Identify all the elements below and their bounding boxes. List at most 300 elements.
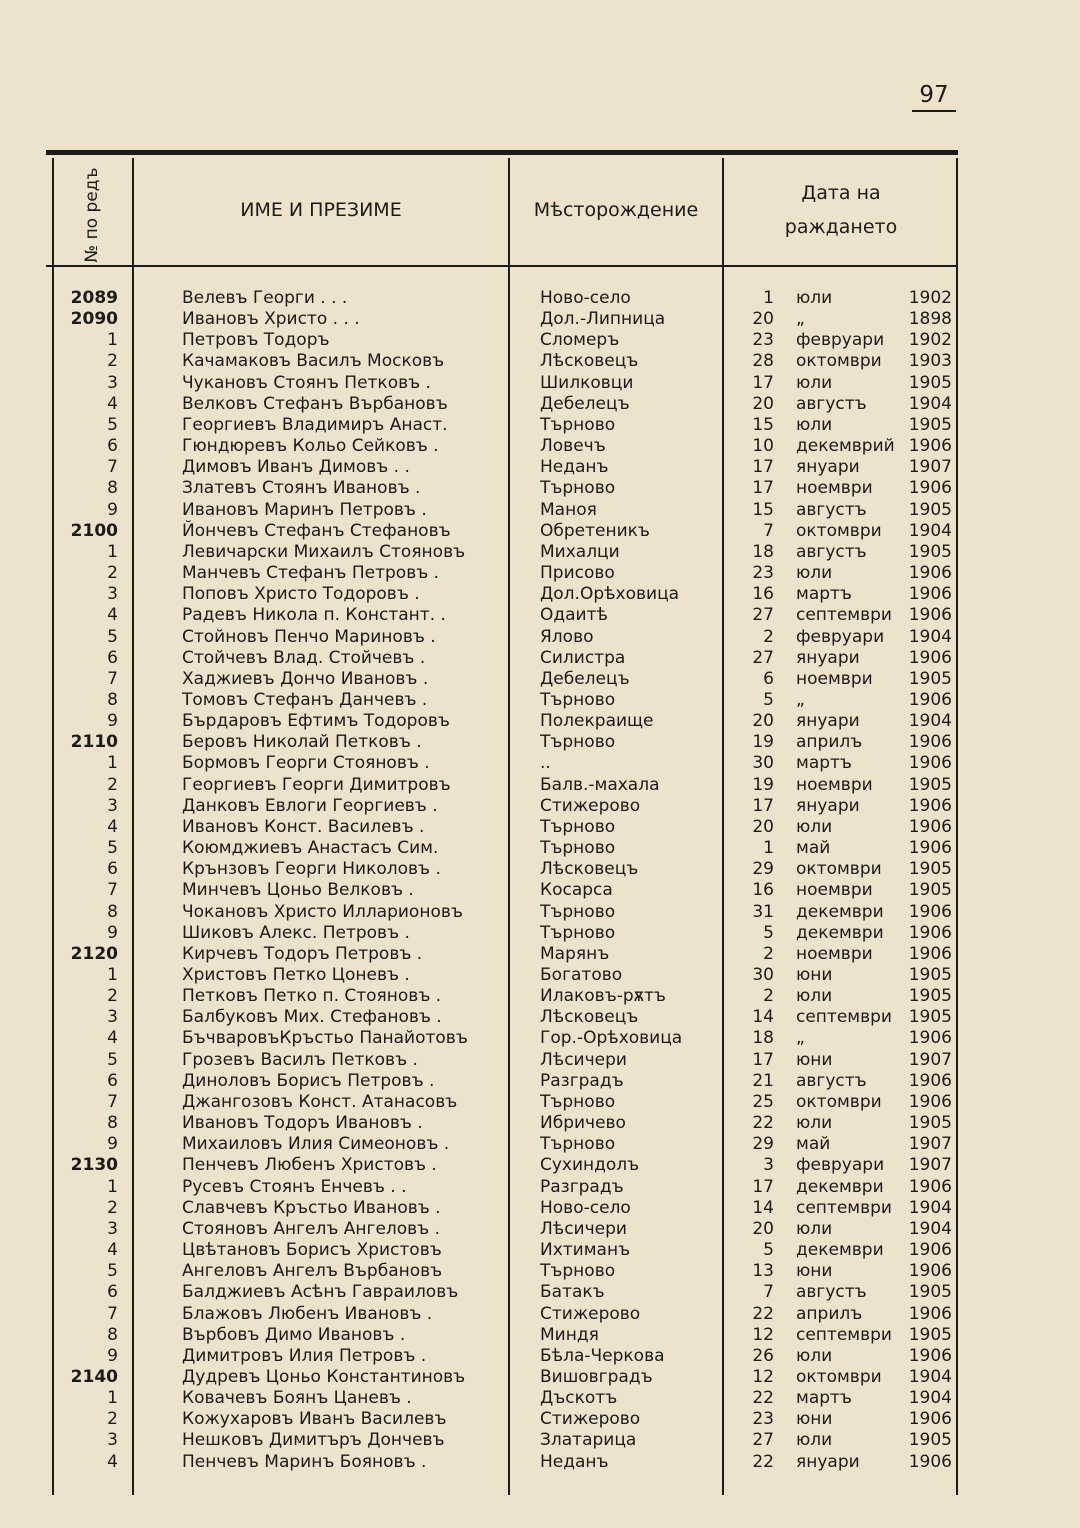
birth-month: януари (796, 711, 860, 732)
person-name: Русевъ Стоянъ Енчевъ . . (182, 1176, 407, 1197)
table-row (46, 838, 958, 859)
row-number: 1 (107, 965, 118, 985)
row-number: 1 (107, 753, 118, 774)
person-name: Грозевъ Василъ Петковъ . (182, 1049, 418, 1070)
person-name: Стойновъ Пенчо Мариновъ . (182, 626, 436, 647)
table-row (46, 1198, 958, 1219)
person-name: Ивановъ Конст. Василевъ . (182, 816, 425, 837)
row-number: 2090 (70, 309, 118, 330)
birth-month: януари (796, 1451, 860, 1472)
table-row (46, 1240, 958, 1261)
person-name: Томовъ Стефанъ Данчевъ . (182, 689, 428, 710)
row-number: 2089 (70, 288, 118, 308)
person-name: Пенчевъ Маринъ Бояновъ . (182, 1451, 427, 1472)
birthplace: Търново (540, 732, 616, 753)
birth-year: 1905 (908, 499, 952, 520)
birth-day: 17 (752, 372, 774, 393)
person-name: Минчевъ Цоньо Велковъ . (182, 880, 414, 901)
person-name: Стояновъ Ангелъ Ангеловъ . (182, 1218, 441, 1239)
person-name: Блажовъ Любенъ Ивановъ . (182, 1303, 433, 1324)
row-number: 6 (107, 1070, 118, 1091)
birth-month: октомври (796, 1091, 882, 1112)
row-number: 5 (107, 1261, 118, 1282)
row-number: 7 (107, 1091, 118, 1112)
row-number: 1 (107, 541, 118, 562)
birth-day: 22 (752, 1388, 774, 1409)
person-name: Йончевъ Стефанъ Стефановъ (182, 520, 451, 541)
birth-day: 16 (752, 880, 774, 901)
row-number: 3 (107, 1430, 118, 1451)
birth-month: юни (796, 965, 833, 985)
row-number: 2 (107, 986, 118, 1007)
header-number-label: № по редъ (82, 167, 102, 263)
birth-day: 10 (752, 436, 774, 457)
birthplace: Марянъ (540, 943, 610, 964)
birthplace: Лѣсичери (540, 1049, 627, 1070)
birth-month: ноември (796, 668, 873, 689)
table-row (46, 1177, 958, 1198)
table-row (46, 1134, 958, 1155)
page-number: 97 (912, 82, 956, 112)
person-name: Хаджиевъ Дончо Ивановъ . (182, 668, 429, 689)
row-number: 2110 (70, 732, 118, 753)
birth-day: 12 (752, 1366, 774, 1387)
birth-day: 27 (752, 605, 774, 626)
birth-day: 30 (752, 753, 774, 774)
table-row (46, 923, 958, 944)
person-name: Ковачевъ Боянъ Цаневъ . (182, 1388, 412, 1409)
birthplace: Търново (540, 838, 616, 859)
person-name: Михаиловъ Илия Симеоновъ . (182, 1134, 450, 1155)
table-row (46, 605, 958, 626)
birthplace: Миндя (540, 1324, 599, 1345)
row-number: 2 (107, 563, 118, 584)
birthplace: Ловечъ (540, 436, 606, 457)
person-name: Димовъ Иванъ Димовъ . . (182, 457, 410, 478)
birth-month: февруари (796, 626, 885, 647)
header-bottom-rule (46, 265, 958, 267)
table-row (46, 288, 958, 309)
birth-day: 28 (752, 351, 774, 372)
person-name: Бормовъ Георги Стояновъ . (182, 753, 430, 774)
birth-year: 1903 (908, 351, 952, 372)
person-name: Ангеловъ Ангелъ Върбановъ (182, 1261, 443, 1282)
birth-year: 1904 (908, 1366, 952, 1387)
birthplace: Ибричево (540, 1113, 626, 1134)
row-number: 6 (107, 859, 118, 880)
birthplace: .. (540, 753, 551, 774)
row-number: 2140 (70, 1366, 118, 1387)
birth-year: 1906 (908, 584, 952, 605)
row-number: 4 (107, 1451, 118, 1472)
header-birthdate: Дата на раждането (784, 182, 898, 238)
birth-day: 1 (763, 288, 774, 308)
birth-year: 1905 (908, 1007, 952, 1028)
birth-day: 22 (752, 1451, 774, 1472)
birth-year: 1906 (908, 605, 952, 626)
birth-year: 1906 (908, 816, 952, 837)
birth-year: 1906 (908, 563, 952, 584)
header-birthplace: Мѣсторождение (533, 199, 699, 221)
table-row (46, 986, 958, 1007)
birth-month: августъ (796, 541, 867, 562)
birth-day: 30 (752, 965, 774, 985)
table-row (46, 330, 958, 351)
person-name: Джангозовъ Конст. Атанасовъ (182, 1091, 458, 1112)
birth-year: 1902 (908, 288, 952, 308)
table-row (46, 542, 958, 563)
birth-year: 1907 (908, 1155, 952, 1176)
birth-month: октомври (796, 1366, 882, 1387)
person-name: Диноловъ Борисъ Петровъ . (182, 1070, 435, 1091)
birth-month: декември (796, 922, 884, 943)
birthplace: Стижерово (540, 795, 641, 816)
birth-month: юли (796, 1218, 833, 1239)
person-name: Ивановъ Христо . . . (182, 309, 360, 330)
person-name: Дудревъ Цоньо Константиновъ (182, 1366, 466, 1387)
birth-year: 1907 (908, 1049, 952, 1070)
birth-month: августъ (796, 1070, 867, 1091)
birth-day: 29 (752, 859, 774, 880)
row-number: 2 (107, 774, 118, 795)
birthplace: Батакъ (540, 1282, 605, 1303)
birth-month: юни (796, 1261, 833, 1282)
table-row (46, 690, 958, 711)
birth-year: 1905 (908, 859, 952, 880)
birthplace: Дъскотъ (540, 1388, 618, 1409)
table-row (46, 965, 958, 986)
birth-year: 1904 (908, 711, 952, 732)
row-number: 4 (107, 393, 118, 414)
birthplace: Ново-село (540, 288, 631, 308)
birth-year: 1906 (908, 689, 952, 710)
row-number: 1 (107, 1388, 118, 1409)
table-row (46, 753, 958, 774)
table-row (46, 584, 958, 605)
person-name: Балбуковъ Мих. Стефановъ . (182, 1007, 442, 1028)
row-number: 3 (107, 372, 118, 393)
table-row (46, 1409, 958, 1430)
birthplace: Сухиндолъ (540, 1155, 640, 1176)
register-table (46, 150, 958, 1495)
birthplace: Разградъ (540, 1070, 624, 1091)
birth-year: 1905 (908, 986, 952, 1007)
birthplace: Ялово (540, 626, 594, 647)
table-row (46, 711, 958, 732)
birth-year: 1904 (908, 1388, 952, 1409)
birthplace: Обретеникъ (540, 520, 650, 541)
birthplace: Дол.Орѣховица (540, 584, 680, 605)
birth-day: 15 (752, 414, 774, 435)
person-name: Шиковъ Алекс. Петровъ . (182, 922, 410, 943)
table-row (46, 1452, 958, 1473)
birthplace: Търново (540, 1261, 616, 1282)
birthplace: Одаитѣ (540, 605, 608, 626)
table-row (46, 1304, 958, 1325)
table-row (46, 1282, 958, 1303)
birth-year: 1906 (908, 922, 952, 943)
table-row (46, 902, 958, 923)
birth-month: юли (796, 1113, 833, 1134)
birth-year: 1907 (908, 1134, 952, 1155)
birth-day: 5 (763, 1240, 774, 1261)
birth-month: януари (796, 795, 860, 816)
person-name: Велевъ Георги . . . (182, 288, 348, 308)
birth-month: февруари (796, 1155, 885, 1176)
birth-year: 1905 (908, 372, 952, 393)
person-name: Кожухаровъ Иванъ Василевъ (182, 1409, 447, 1430)
birth-day: 7 (763, 1282, 774, 1303)
row-number: 8 (107, 901, 118, 922)
birth-month: май (796, 1134, 831, 1155)
birth-month: септември (796, 1197, 892, 1218)
person-name: Чукановъ Стоянъ Петковъ . (182, 372, 431, 393)
birth-day: 2 (763, 626, 774, 647)
birth-year: 1906 (908, 1261, 952, 1282)
table-row (46, 373, 958, 394)
birth-day: 17 (752, 478, 774, 499)
row-number: 2120 (70, 943, 118, 964)
birth-year: 1906 (908, 1091, 952, 1112)
person-name: Нешковъ Димитъръ Дончевъ (182, 1430, 445, 1451)
birthplace: Търново (540, 816, 616, 837)
birth-day: 17 (752, 1049, 774, 1070)
birth-day: 6 (763, 668, 774, 689)
table-row (46, 415, 958, 436)
birthplace: Търново (540, 1091, 616, 1112)
person-name: Христовъ Петко Цоневъ . (182, 965, 410, 985)
table-row (46, 1325, 958, 1346)
person-name: Манчевъ Стефанъ Петровъ . (182, 563, 440, 584)
birth-month: августъ (796, 499, 867, 520)
birth-year: 1906 (908, 901, 952, 922)
birth-year: 1906 (908, 1345, 952, 1366)
birth-day: 22 (752, 1303, 774, 1324)
row-number: 6 (107, 647, 118, 668)
birth-year: 1906 (908, 1409, 952, 1430)
birth-day: 27 (752, 1430, 774, 1451)
birth-day: 31 (752, 901, 774, 922)
birth-day: 3 (763, 1155, 774, 1176)
person-name: Славчевъ Кръстьо Ивановъ . (182, 1197, 441, 1218)
row-number: 8 (107, 1113, 118, 1134)
birth-year: 1906 (908, 647, 952, 668)
row-number: 3 (107, 795, 118, 816)
birth-year: 1906 (908, 753, 952, 774)
row-number: 1 (107, 1176, 118, 1197)
table-row (46, 1092, 958, 1113)
birth-month: юли (796, 1430, 833, 1451)
row-number: 5 (107, 838, 118, 859)
birth-year: 1906 (908, 1240, 952, 1261)
row-number: 9 (107, 1345, 118, 1366)
birth-year: 1898 (908, 309, 952, 330)
row-number: 8 (107, 689, 118, 710)
birth-day: 5 (763, 689, 774, 710)
person-name: Качамаковъ Василъ Московъ (182, 351, 445, 372)
birth-month: ноември (796, 880, 873, 901)
birth-year: 1907 (908, 457, 952, 478)
birthplace: Гор.-Орѣховица (540, 1028, 683, 1049)
birth-day: 14 (752, 1197, 774, 1218)
row-number: 2 (107, 351, 118, 372)
person-name: Цвѣтановъ Борисъ Христовъ (182, 1240, 442, 1261)
person-name: Поповъ Христо Тодоровъ . (182, 584, 420, 605)
birth-month: май (796, 838, 831, 859)
birthplace: Търново (540, 901, 616, 922)
person-name: Кирчевъ Тодоръ Петровъ . (182, 943, 423, 964)
person-name: Димитровъ Илия Петровъ . (182, 1345, 427, 1366)
person-name: БъчваровъКръстьо Панайотовъ (182, 1028, 468, 1049)
table-row (46, 1388, 958, 1409)
table-row (46, 521, 958, 542)
birthplace: Ихтиманъ (540, 1240, 631, 1261)
row-number: 5 (107, 626, 118, 647)
birth-month: мартъ (796, 1388, 852, 1409)
birthplace: Бѣла-Черкова (540, 1345, 665, 1366)
birth-year: 1905 (908, 1430, 952, 1451)
birth-year: 1905 (908, 668, 952, 689)
birth-day: 26 (752, 1345, 774, 1366)
birth-day: 21 (752, 1070, 774, 1091)
row-number: 7 (107, 457, 118, 478)
birth-day: 18 (752, 1028, 774, 1049)
birthplace: Балв.-махала (540, 774, 660, 795)
table-row (46, 880, 958, 901)
person-name: Стойчевъ Влад. Стойчевъ . (182, 647, 426, 668)
birth-day: 17 (752, 795, 774, 816)
person-name: Петковъ Петко п. Стояновъ . (182, 986, 442, 1007)
person-name: Ивановъ Тодоръ Ивановъ . (182, 1113, 423, 1134)
row-number: 4 (107, 1028, 118, 1049)
birth-month: октомври (796, 520, 882, 541)
birth-year: 1904 (908, 393, 952, 414)
birth-year: 1905 (908, 965, 952, 985)
table-row (46, 1367, 958, 1388)
birth-month: септември (796, 1324, 892, 1345)
person-name: Левичарски Михаилъ Стояновъ (182, 541, 466, 562)
birthplace: Лѣсковецъ (540, 859, 639, 880)
birthplace: Лѣсичери (540, 1218, 627, 1239)
birth-month: декември (796, 1240, 884, 1261)
row-number: 8 (107, 478, 118, 499)
row-number: 2 (107, 1197, 118, 1218)
birth-month: декември (796, 1176, 884, 1197)
birth-year: 1906 (908, 478, 952, 499)
birth-month: априлъ (796, 1303, 863, 1324)
row-number: 2130 (70, 1155, 118, 1176)
table-row (46, 944, 958, 965)
birthplace: Търново (540, 1134, 616, 1155)
person-name: Данковъ Евлоги Георгиевъ . (182, 795, 438, 816)
person-name: Петровъ Тодоръ (182, 330, 330, 351)
birth-month: юли (796, 816, 833, 837)
birth-day: 23 (752, 330, 774, 351)
birthplace: Дол.-Липница (540, 309, 666, 330)
birth-day: 16 (752, 584, 774, 605)
birth-month: септември (796, 605, 892, 626)
table-row (46, 309, 958, 330)
birthplace: Търново (540, 414, 616, 435)
table-row (46, 1219, 958, 1240)
table-row (46, 859, 958, 880)
table-row (46, 775, 958, 796)
birth-year: 1905 (908, 774, 952, 795)
birth-month: мартъ (796, 584, 852, 605)
birth-day: 29 (752, 1134, 774, 1155)
birth-year: 1905 (908, 541, 952, 562)
row-number: 7 (107, 668, 118, 689)
birth-year: 1906 (908, 1028, 952, 1049)
row-number: 9 (107, 499, 118, 520)
row-number: 4 (107, 816, 118, 837)
birthplace: Стижерово (540, 1303, 641, 1324)
person-name: Георгиевъ Владимиръ Анаст. (182, 414, 448, 435)
birth-year: 1904 (908, 626, 952, 647)
table-row (46, 1155, 958, 1176)
birth-month: мартъ (796, 753, 852, 774)
row-number: 1 (107, 330, 118, 351)
table-row (46, 1028, 958, 1049)
birth-day: 20 (752, 816, 774, 837)
birth-month: „ (796, 689, 805, 710)
row-number: 3 (107, 1007, 118, 1028)
birth-year: 1904 (908, 1218, 952, 1239)
row-number: 3 (107, 1218, 118, 1239)
birth-month: декемврий (796, 436, 895, 457)
birth-day: 27 (752, 647, 774, 668)
birthplace: Търново (540, 922, 616, 943)
birthplace: Илаковъ-рѫтъ (540, 986, 666, 1007)
birth-year: 1902 (908, 330, 952, 351)
birth-day: 19 (752, 732, 774, 753)
birth-month: юни (796, 1409, 833, 1430)
birth-month: ноември (796, 774, 873, 795)
birth-month: септември (796, 1007, 892, 1028)
birth-year: 1904 (908, 1197, 952, 1218)
birth-day: 2 (763, 943, 774, 964)
birth-day: 17 (752, 1176, 774, 1197)
table-row (46, 500, 958, 521)
birth-year: 1906 (908, 732, 952, 753)
birthplace: Богатово (540, 965, 623, 985)
birth-year: 1905 (908, 1324, 952, 1345)
person-name: Велковъ Стефанъ Върбановъ (182, 393, 448, 414)
birth-day: 7 (763, 520, 774, 541)
birthplace: Силистра (540, 647, 626, 668)
birth-year: 1906 (908, 1303, 952, 1324)
person-name: Пенчевъ Любенъ Христовъ . (182, 1155, 437, 1176)
birthplace: Неданъ (540, 1451, 609, 1472)
person-name: Коюмджиевъ Анастасъ Сим. (182, 838, 439, 859)
birthplace: Присово (540, 563, 615, 584)
birthplace: Търново (540, 689, 616, 710)
birth-day: 23 (752, 563, 774, 584)
birth-month: августъ (796, 1282, 867, 1303)
person-name: Георгиевъ Георги Димитровъ (182, 774, 451, 795)
birth-year: 1905 (908, 414, 952, 435)
row-number: 7 (107, 880, 118, 901)
birthplace: Дебелецъ (540, 668, 630, 689)
row-number: 4 (107, 1240, 118, 1261)
birth-day: 12 (752, 1324, 774, 1345)
table-row (46, 351, 958, 372)
birth-day: 20 (752, 711, 774, 732)
birth-day: 19 (752, 774, 774, 795)
person-name: Златевъ Стоянъ Ивановъ . (182, 478, 421, 499)
table-row (46, 563, 958, 584)
birth-year: 1906 (908, 1176, 952, 1197)
